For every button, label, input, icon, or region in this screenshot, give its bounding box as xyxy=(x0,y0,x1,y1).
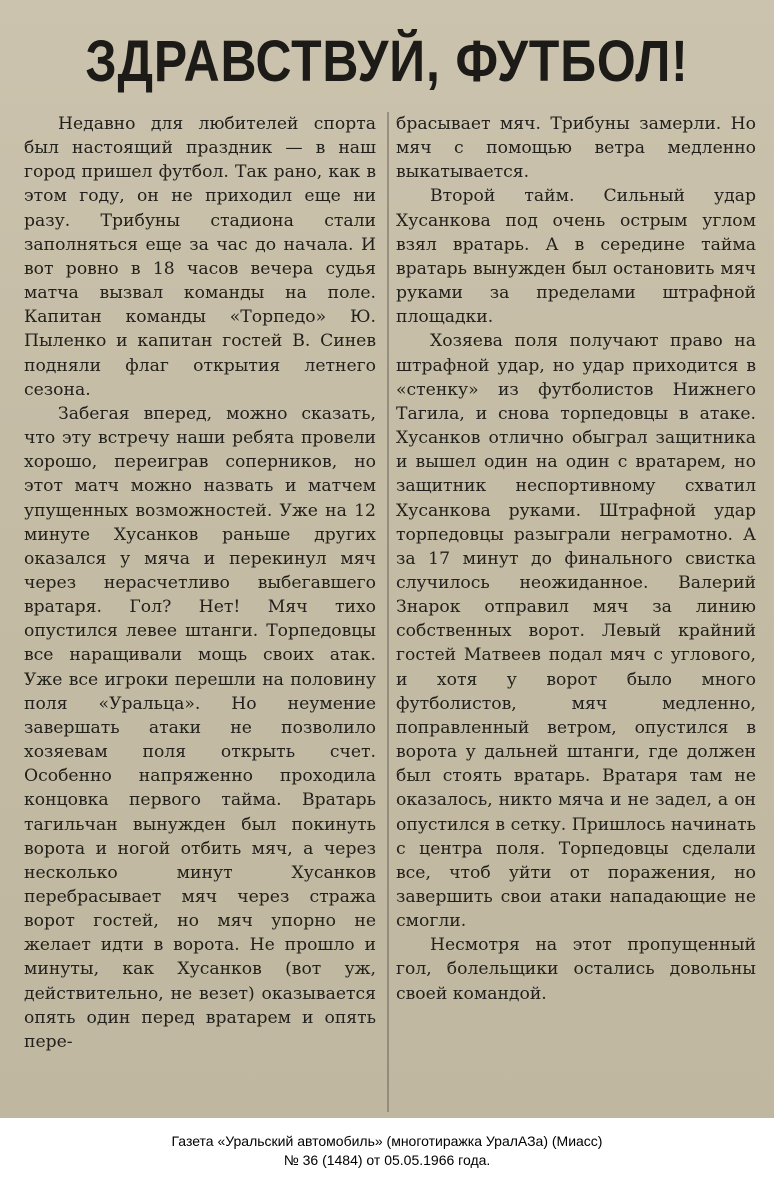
article-paragraph: Несмотря на этот пропущенный гол, болельщики остались довольны своей командой. xyxy=(396,935,756,1004)
column-divider xyxy=(387,112,389,1112)
caption-line-source: Газета «Уральский автомобиль» (многотиражка УралАЗа) (Миасс) xyxy=(171,1133,603,1149)
caption-line-issue: № 36 (1484) от 05.05.1966 года. xyxy=(283,1152,491,1168)
article-paragraph: Забегая вперед, можно сказать, что эту встречу наши ребята провели хорошо, переиграв соперников, но этот матч можно назвать и матчем упущенных возможностей. Уже на 12 минуте Хусанков раньше других оказался у мяча и перекинул мяч через нерасчетливо выбегавшего вратаря. Гол? Нет! Мяч тихо опустился левее штанги. Торпедовцы все наращивали мощь своих атак. Уже все игроки перешли на половину поля «Уральца». Но неумение завершать атаки не позволило хозяевам поля открыть счет. Особенно напряженно проходила концовка первого тайма. Вратарь тагильчан вынужден был покинуть ворота и ногой отбить мяч, а через несколько минут Хусанков перебрасывает мяч через стража ворот гостей, но мяч упорно не желает идти в ворота. Не прошло и минуты, как Хусанков (вот уж, действительно, не везет) оказывается опять один перед вратарем и опять пере- xyxy=(24,403,376,1052)
article-paragraph: брасывает мяч. Трибуны замерли. Но мяч с помощью ветра медленно выкатывается. xyxy=(396,114,756,183)
article-left-column xyxy=(24,112,376,1054)
headline: ЗДРАВСТВУЙ, ФУТБОЛ! xyxy=(85,29,689,94)
article-right-column xyxy=(396,112,756,1006)
article-paragraph: Недавно для любителей спорта был настоящий праздник — в наш город пришел футбол. Так рано, как в этом году, он не приходил еще ни разу. Трибуны стадиона стали заполняться еще за час до начала. И вот ровно в 18 часов вечера судья матча вызвал команды на поле. Капитан команды «Торпедо» Ю. Пыленко и капитан гостей В. Синев подняли флаг открытия летнего сезона. xyxy=(24,114,376,400)
article-paragraph: Второй тайм. Сильный удар Хусанкова под очень острым углом взял вратарь. А в середине тайма вратарь вынужден был остановить мяч руками за пределами штрафной площадки. xyxy=(396,186,756,328)
article-paragraph: Хозяева поля получают право на штрафной удар, но удар приходится в «стенку» из футболистов Нижнего Тагила, и снова торпедовцы в атаке. Хусанков отлично обыграл защитника и вышел один на один с вратарем, но защитник неспортивному схватил Хусанкова руками. Штрафной удар торпедовцы разыграли неграмотно. А за 17 минут до финального свистка случилось неожиданное. Валерий Знарок отправил мяч за линию собственных ворот. Левый крайний гостей Матвеев подал мяч с углового, и хотя у ворот было много футболистов, мяч медленно, поправленный ветром, опустился в ворота у дальней штанги, где должен был стоять вратарь. Вратаря там не оказалось, никто мяча и не задел, а он опустился в сетку. Пришлось начинать с центра поля. Торпедовцы сделали все, чтоб уйти от поражения, но завершить свои атаки нападающие не смогли. xyxy=(396,331,756,932)
image-caption xyxy=(0,1132,774,1170)
